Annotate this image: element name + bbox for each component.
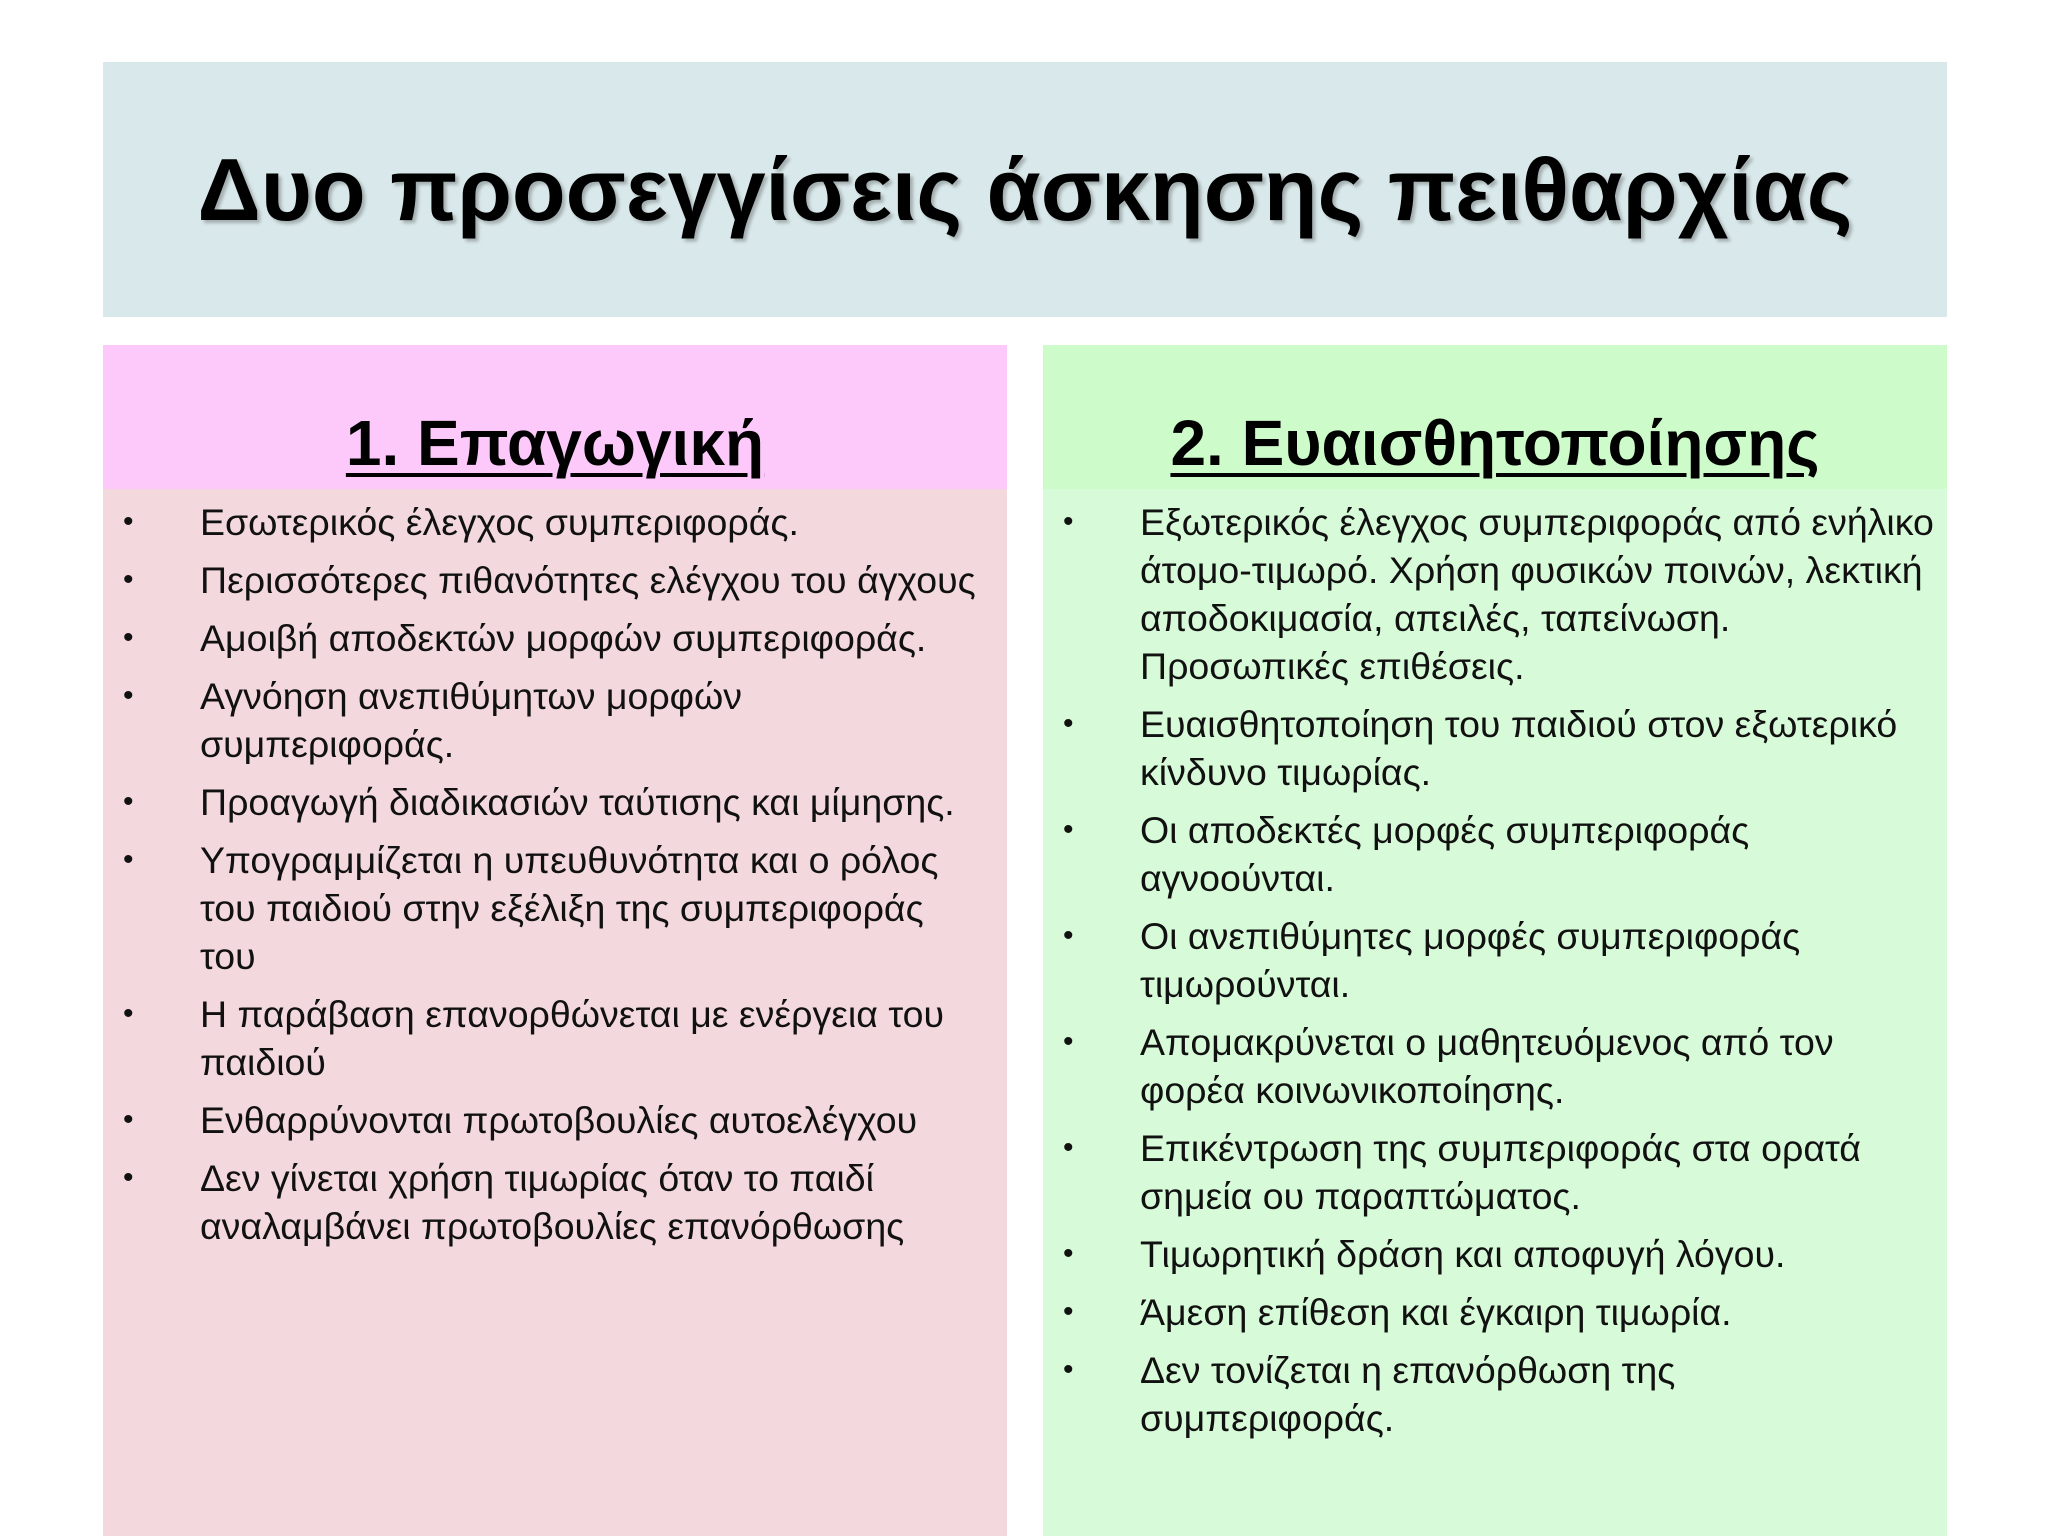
- bullet-icon: •: [1063, 505, 1074, 538]
- list-item-text: Εσωτερικός έλεγχος συμπεριφοράς.: [200, 501, 799, 543]
- bullet-list-sensitization: [1043, 498, 1947, 1452]
- bullet-icon: •: [1063, 813, 1074, 846]
- list-item: [1043, 1230, 1947, 1278]
- list-item-text: Προαγωγή διαδικασιών ταύτισης και μίμησης.: [200, 781, 955, 823]
- list-item: [103, 672, 1007, 768]
- list-item-text: Η παράβαση επανορθώνεται με ενέργεια του παιδιού: [200, 993, 944, 1083]
- bullet-icon: •: [1063, 1295, 1074, 1328]
- bullet-icon: •: [123, 997, 134, 1030]
- list-item-text: Αγνόηση ανεπιθύμητων μορφών συμπεριφοράς.: [200, 675, 743, 765]
- list-item-text: Επικέντρωση της συμπεριφοράς στα ορατά σημεία ου παραπτώματος.: [1140, 1127, 1861, 1217]
- bullet-icon: •: [123, 1103, 134, 1136]
- list-item-text: Ενθαρρύνονται πρωτοβουλίες αυτοελέγχου: [200, 1099, 918, 1141]
- bullet-icon: •: [123, 505, 134, 538]
- bullet-icon: •: [123, 785, 134, 818]
- list-item: [1043, 1346, 1947, 1442]
- bullet-icon: •: [1063, 919, 1074, 952]
- list-item-text: Δεν γίνεται χρήση τιμωρίας όταν το παιδί αναλαμβάνει πρωτοβουλίες επανόρθωσης: [200, 1157, 905, 1247]
- list-item-text: Απομακρύνεται ο μαθητευόμενος από τον φορέα κοινωνικοποίησης.: [1140, 1021, 1834, 1111]
- bullet-icon: •: [1063, 1353, 1074, 1386]
- column-header-sensitization: [1043, 345, 1947, 489]
- list-item: [103, 1154, 1007, 1250]
- list-item-text: Περισσότερες πιθανότητες ελέγχου του άγχους: [200, 559, 976, 601]
- list-item-text: Οι αποδεκτές μορφές συμπεριφοράς αγνοούνται.: [1140, 809, 1750, 899]
- list-item: [103, 836, 1007, 980]
- bullet-icon: •: [123, 1161, 134, 1194]
- list-item-text: Άμεση επίθεση και έγκαιρη τιμωρία.: [1140, 1291, 1732, 1333]
- list-item: [1043, 700, 1947, 796]
- list-item-text: Οι ανεπιθύμητες μορφές συμπεριφοράς τιμωρούνται.: [1140, 915, 1801, 1005]
- list-item: [1043, 498, 1947, 690]
- list-item-text: Δεν τονίζεται η επανόρθωση της συμπεριφοράς.: [1140, 1349, 1676, 1439]
- list-item: [103, 556, 1007, 604]
- bullet-icon: •: [1063, 1237, 1074, 1270]
- list-item-text: Εξωτερικός έλεγχος συμπεριφοράς από ενήλικο άτομο-τιμωρό. Χρήση φυσικών ποινών, λεκτική αποδοκιμασία, απειλές, ταπείνωση. Προσωπικές επιθέσεις.: [1140, 501, 1934, 687]
- bullet-icon: •: [123, 621, 134, 654]
- list-item-text: Υπογραμμίζεται η υπευθυνότητα και ο ρόλος του παιδιού στην εξέλιξη της συμπεριφοράς του: [200, 839, 939, 977]
- list-item-text: Ευαισθητοποίηση του παιδιού στον εξωτερικό κίνδυνο τιμωρίας.: [1140, 703, 1898, 793]
- list-item: [1043, 806, 1947, 902]
- list-item: [1043, 1124, 1947, 1220]
- list-item: [1043, 1018, 1947, 1114]
- slide-title: Δυο προσεγγίσεις άσκησης πειθαρχίας: [197, 139, 1853, 239]
- bullet-icon: •: [1063, 707, 1074, 740]
- column-heading: 2. Ευαισθητοποίησης: [1170, 407, 1820, 479]
- list-item: [103, 1096, 1007, 1144]
- bullet-icon: •: [1063, 1131, 1074, 1164]
- column-header-inductive: [103, 345, 1007, 489]
- column-heading: 1. Επαγωγική: [345, 407, 765, 479]
- bullet-icon: •: [123, 843, 134, 876]
- column-sensitization: [1043, 345, 1947, 1536]
- bullet-list-inductive: [103, 498, 1007, 1260]
- list-item: [103, 498, 1007, 546]
- title-banner: [103, 62, 1947, 317]
- bullet-icon: •: [123, 563, 134, 596]
- list-item: [103, 614, 1007, 662]
- list-item: [1043, 1288, 1947, 1336]
- list-item: [1043, 912, 1947, 1008]
- list-item-text: Τιμωρητική δράση και αποφυγή λόγου.: [1140, 1233, 1786, 1275]
- column-inductive: [103, 345, 1007, 1536]
- list-item: [103, 990, 1007, 1086]
- list-item-text: Αμοιβή αποδεκτών μορφών συμπεριφοράς.: [200, 617, 927, 659]
- bullet-icon: •: [1063, 1025, 1074, 1058]
- bullet-icon: •: [123, 679, 134, 712]
- list-item: [103, 778, 1007, 826]
